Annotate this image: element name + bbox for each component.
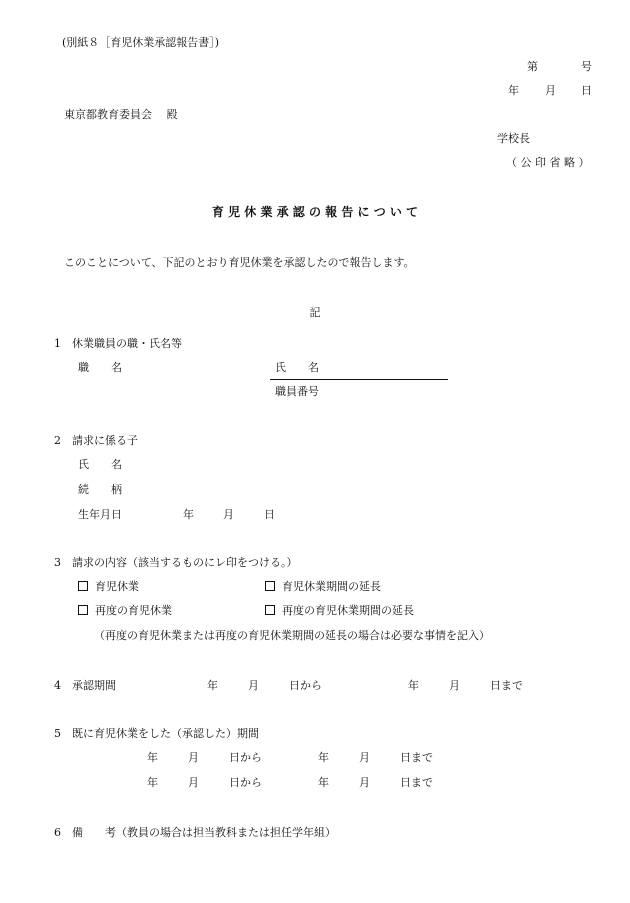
option-childcare-leave[interactable] [78,580,139,594]
section2-heading: 2 請求に係る子 [54,434,138,447]
post-label: 職 名 [78,361,122,374]
ki-marker: 記 [309,306,321,319]
addressee: 東京都教育委員会 殿 [64,108,178,121]
period1-to-month: 月 [359,751,370,764]
seal-omitted: （ 公 印 省 略 ） [506,156,590,169]
page-title: 育 児 休 業 承 認 の 報 告 に つ い て [211,205,419,219]
period1-from-day: 日から [229,751,262,764]
intro-text: このことについて、下記のとおり育児休業を承認したので報告します。 [64,256,415,269]
date-year: 年 [508,84,519,97]
period1-to-year: 年 [318,751,329,764]
option-label: 再度の育児休業期間の延長 [282,604,414,617]
section5-heading: 5 既に育児休業をした（承認した）期間 [54,727,259,740]
checkbox[interactable] [78,581,88,591]
option-label: 再度の育児休業 [95,604,172,617]
birth-year: 年 [183,508,194,521]
approval-to-day: 日まで [490,679,523,692]
section6-heading: 6 備 考（教員の場合は担当教科または担任学年組） [54,826,336,839]
section3-note: （再度の育児休業または再度の育児休業期間の延長の場合は必要な事情を記入） [94,629,490,642]
period2-from-month: 月 [188,776,199,789]
attachment-label: (別紙８［育児休業承認報告書］) [62,36,220,49]
option-repeat-extension[interactable] [265,604,414,618]
principal-label: 学校長 [497,132,530,145]
approval-from-month: 月 [248,679,259,692]
approval-to-year: 年 [408,679,419,692]
document-number-go: 号 [581,60,592,73]
checkbox[interactable] [265,605,275,615]
staff-number-label: 職員番号 [275,385,319,398]
checkbox[interactable] [78,605,88,615]
approval-from-year: 年 [207,679,218,692]
period2-to-year: 年 [318,776,329,789]
option-leave-extension[interactable] [265,580,381,594]
birth-day: 日 [264,508,275,521]
document-number-dai: 第 [527,60,538,73]
checkbox[interactable] [265,581,275,591]
name-underline [270,379,448,380]
period2-to-day: 日まで [400,776,433,789]
birthdate-label: 生年月日 [78,508,122,521]
period1-from-month: 月 [188,751,199,764]
period2-from-day: 日から [229,776,262,789]
child-relation-label: 続 柄 [78,483,122,496]
approval-to-month: 月 [449,679,460,692]
birth-month: 月 [223,508,234,521]
section1-heading: 1 休業職員の職・氏名等 [54,337,182,350]
section4-heading: 4 承認期間 [54,679,116,692]
option-label: 育児休業期間の延長 [282,580,381,593]
date-month: 月 [545,84,556,97]
period1-to-day: 日まで [400,751,433,764]
option-repeat-leave[interactable] [78,604,172,618]
period2-to-month: 月 [359,776,370,789]
approval-from-day: 日から [289,679,322,692]
option-label: 育児休業 [95,580,139,593]
period1-from-year: 年 [147,751,158,764]
employee-name-label: 氏 名 [275,361,319,374]
section3-heading: 3 請求の内容（該当するものにレ印をつける。） [54,556,298,569]
date-day: 日 [581,84,592,97]
period2-from-year: 年 [147,776,158,789]
child-name-label: 氏 名 [78,458,122,471]
